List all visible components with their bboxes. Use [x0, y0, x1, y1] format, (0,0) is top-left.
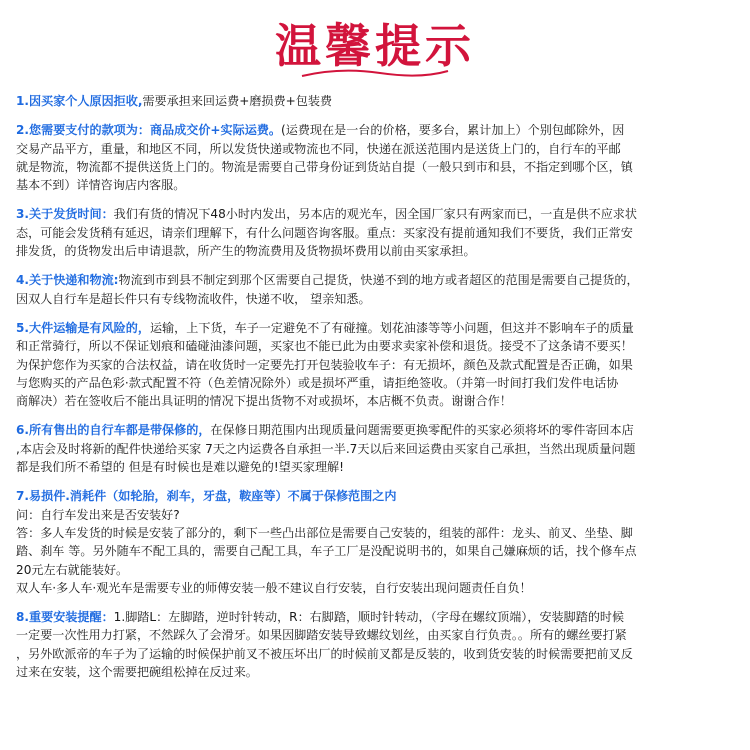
notice-line — [16, 458, 736, 476]
highlight-heading: 3.关于发货时间： — [16, 207, 114, 222]
notice-text: 基本不到）详情咨询店内客服。 — [16, 178, 186, 193]
notice-text: 和正常骑行，所以不保证划痕和磕碰油漆问题，买家也不能已此为由要求卖家补偿和退货。接受不了这条请不要买！ — [16, 339, 633, 354]
notice-line — [16, 392, 736, 410]
notice-section-5 — [16, 319, 736, 410]
notice-section-7 — [16, 487, 736, 597]
notice-text: 踏、刹车 等。另外随车不配工具的，需要自己配工具，车子工厂是没配说明书的，如果自己嫌麻烦的话，找个修车点 — [16, 544, 637, 559]
notice-line — [16, 121, 736, 139]
notice-section-1 — [16, 92, 736, 110]
highlight-heading: 8.重要安装提醒： — [16, 610, 114, 625]
notice-text: 双人车·多人车·观光车是需要专业的师傅安装一般不建议自行安装，自行安装出现问题责任自负！ — [16, 580, 532, 595]
notice-text: 需要承担来回运费+磨损费+包装费 — [142, 94, 333, 108]
notice-section-2 — [16, 121, 736, 194]
notice-line — [16, 506, 736, 524]
notice-text: ,本店会及时将新的配件快递给买家 7天之内运费各自承担一半.7天以后来回运费由买家自己承担，当然出现质量问题 — [16, 441, 636, 456]
notice-text: 态，可能会发货稍有延迟，请亲们理解下，有什么问题咨询客服。重点：买家没有提前通知我们不要货，我们正常安 — [16, 225, 633, 240]
notice-line — [16, 421, 736, 439]
highlight-heading: 7.易损件.消耗件（如轮胎，刹车，牙盘，鞍座等）不属于保修范围之内 — [16, 489, 397, 504]
notice-text: 物流到市到县不制定到那个区需要自己提货，快递不到的地方或者超区的范围是需要自己提货的， — [118, 273, 639, 288]
notice-line — [16, 140, 736, 158]
notice-text: 我们有货的情况下48小时内发出，另本店的观光车，因全国厂家只有两家而已，一直是供不应求状 — [113, 207, 637, 222]
notice-text: 一定要一次性用力打紧，不然踩久了会滑牙。如果因脚踏安装导致螺纹划丝，由买家自行负责。。所有的螺丝要打紧 — [16, 628, 627, 643]
notice-line — [16, 224, 736, 242]
notice-line — [16, 663, 736, 681]
highlight-heading: 1.因买家个人原因拒收, — [16, 94, 143, 108]
notice-line — [16, 356, 736, 374]
notice-section-4 — [16, 271, 736, 308]
notice-line — [16, 579, 736, 597]
notice-line — [16, 487, 736, 505]
notice-text: (运费现在是一台的价格，要多台，累计加上）个别包邮除外，因 — [281, 123, 625, 138]
notice-line — [16, 205, 736, 223]
notice-text: 商解决）若在签收后不能出具证明的情况下提出货物不对或损坏，本店概不负责。谢谢合作！ — [16, 394, 512, 409]
notice-text: 20元左右就能装好。 — [16, 562, 129, 577]
notice-section-3 — [16, 205, 736, 260]
notice-line — [16, 337, 736, 355]
notice-line — [16, 645, 736, 663]
notice-line — [16, 608, 736, 626]
title-swirl-decoration — [300, 66, 450, 80]
notice-line — [16, 374, 736, 392]
notice-text: 问：自行车发出来是否安装好? — [16, 507, 180, 522]
notice-line — [16, 176, 736, 194]
header-banner — [0, 8, 750, 78]
highlight-heading: 4.关于快递和物流: — [16, 273, 119, 288]
notice-line — [16, 542, 736, 560]
notice-line — [16, 92, 736, 110]
notice-text: 答：多人车发货的时候是安装了部分的，剩下一些凸出部位是需要自己安装的，组装的部件：龙头、前叉、坐垫、脚 — [16, 525, 633, 540]
notice-content — [16, 92, 736, 681]
highlight-heading: 6.所有售出的自行车都是带保修的， — [16, 423, 211, 438]
notice-text: ，另外欧派帝的车子为了运输的时候保护前叉不被压坏出厂的时候前叉都是反装的，收到货安装的时候需要把前叉反 — [16, 646, 633, 661]
notice-line — [16, 271, 736, 289]
page-title: 温馨提示 — [275, 19, 475, 73]
highlight-heading: 2.您需要支付的款项为：商品成交价+实际运费。 — [16, 123, 282, 138]
notice-text: 为保护您作为买家的合法权益，请在收货时一定要先打开包装验收车子：有无损坏，颜色及款式配置是否正确，如果 — [16, 357, 633, 372]
notice-text: 运输，上下货，车子一定避免不了有碰撞。划花油漆等等小问题，但这并不影响车子的质量 — [149, 320, 634, 335]
notice-text: 排发货，的货物发出后申请退款，所产生的物流费用及货物损坏费用以前由买家承担。 — [16, 244, 476, 259]
notice-line — [16, 561, 736, 579]
notice-line — [16, 626, 736, 644]
notice-text: 过来在安装，这个需要把碗组松掉在反过来。 — [16, 665, 258, 680]
notice-text: 都是我们所不希望的 但是有时候也是难以避免的!望买家理解! — [16, 460, 344, 475]
notice-text: 在保修日期范围内出现质量问题需要更换零配件的买家必须将坏的零件寄回本店 — [210, 423, 634, 438]
notice-section-8 — [16, 608, 736, 681]
notice-text: 因双人自行车是超长件只有专线物流收件，快递不收， 望亲知悉。 — [16, 291, 371, 306]
notice-section-6 — [16, 421, 736, 476]
notice-text: 1.脚踏L：左脚踏，逆时针转动，R：右脚踏，顺时针转动，（字母在螺纹顶端），安装脚踏的时候 — [113, 610, 625, 625]
notice-line — [16, 158, 736, 176]
notice-line — [16, 319, 736, 337]
notice-text: 就是物流，物流都不提供送货上门的。物流是需要自己带身份证到货站自提（一般只到市和县，不指定到哪个区，镇 — [16, 159, 633, 174]
notice-text: 与您购买的产品色彩·款式配置不符（色差情况除外）或是损坏严重，请拒绝签收。（并第一时间打我们发件电话协 — [16, 375, 619, 390]
notice-line — [16, 440, 736, 458]
highlight-heading: 5.大件运输是有风险的， — [16, 320, 150, 335]
notice-line — [16, 290, 736, 308]
notice-line — [16, 242, 736, 260]
notice-text: 交易产品平方，重量，和地区不同，所以发货快递或物流也不同，快递在派送范围内是送货上门的，自行车的平邮 — [16, 141, 621, 156]
notice-line — [16, 524, 736, 542]
